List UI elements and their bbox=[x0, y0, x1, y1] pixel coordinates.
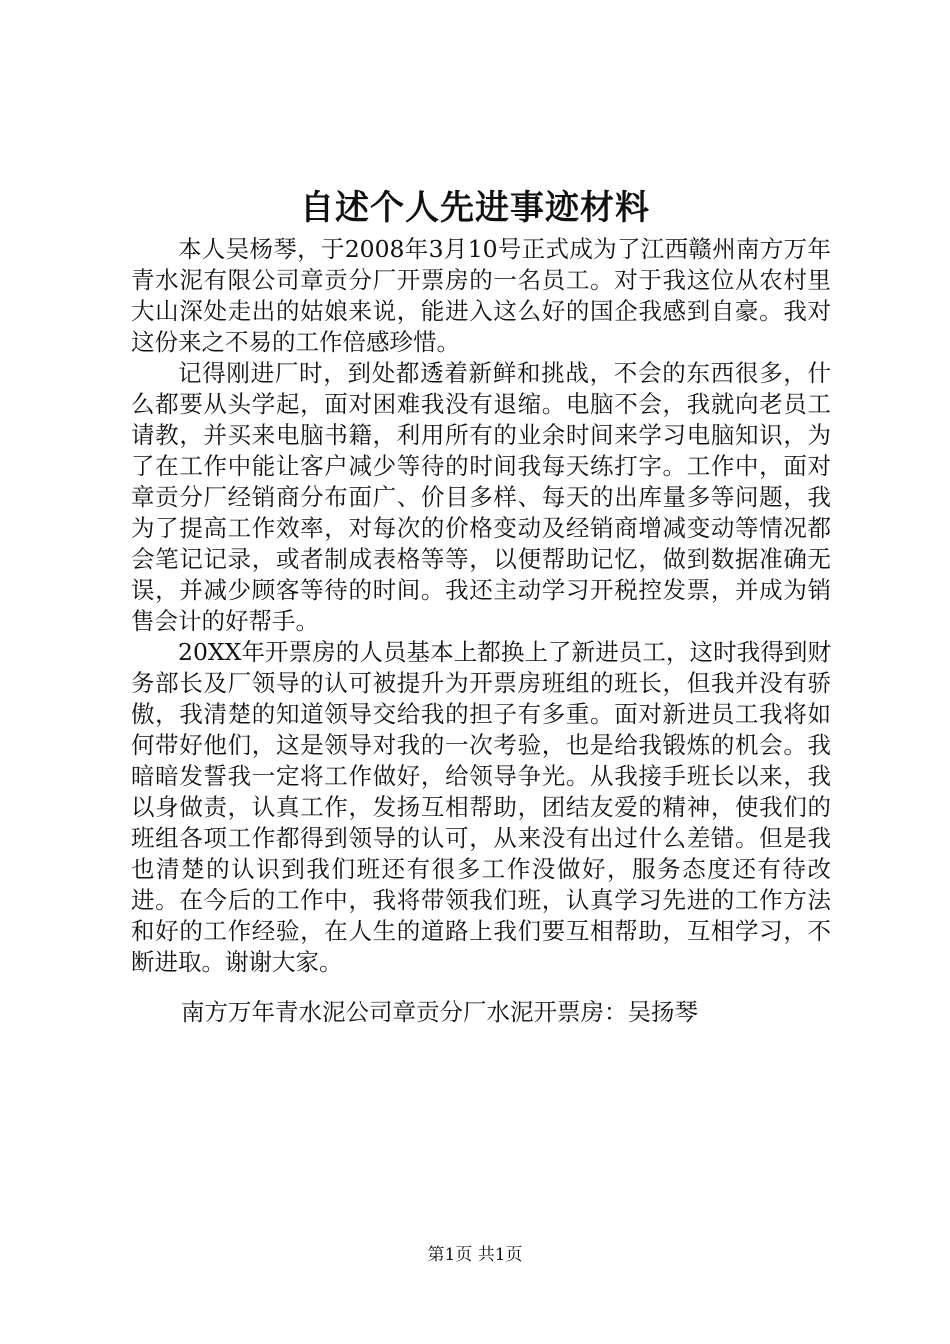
document-title: 自述个人先进事迹材料 bbox=[300, 188, 650, 228]
paragraph-early-work: 记得刚进厂时，到处都透着新鲜和挑战，不会的东西很多，什么都要从头学起，面对困难我没有退缩。电脑不会，我就向老员工请教，并买来电脑书籍，利用所有的业余时间来学习电脑知识，为了在工作中能让客户减少等待的时间我每天练打字。工作中，面对章贡分厂经销商分布面广、价目多样、每天的出库量多等问题，我为了提高工作效率，对每次的价格变动及经销商增减变动等情况都会笔记记录，或者制成表格等等，以便帮助记忆，做到数据准确无误，并减少顾客等待的时间。我还主动学习开税控发票，并成为销售会计的好帮手。 bbox=[131, 359, 831, 635]
page-footer: 第1页 共1页 bbox=[427, 1245, 523, 1265]
document-body bbox=[131, 234, 831, 978]
paragraph-intro: 本人吴杨琴，于2008年3月10号正式成为了江西赣州南方万年青水泥有限公司章贡分厂开票房的一名员工。对于我这位从农村里大山深处走出的姑娘来说，能进入这么好的国企我感到自豪。我对这份来之不易的工作倍感珍惜。 bbox=[131, 235, 831, 356]
paragraph-team-leader: 20XX年开票房的人员基本上都换上了新进员工，这时我得到财务部长及厂领导的认可被提升为开票房班组的班长，但我并没有骄傲，我清楚的知道领导交给我的担子有多重。面对新进员工我将如何带好他们，这是领导对我的一次考验，也是给我锻炼的机会。我暗暗发誓我一定将工作做好，给领导争光。从我接手班长以来，我以身做责，认真工作，发扬互相帮助，团结友爱的精神，使我们的班组各项工作都得到领导的认可，从来没有出过什么差错。但是我也清楚的认识到我们班还有很多工作没做好，服务态度还有待改进。在今后的工作中，我将带领我们班，认真学习先进的工作方法和好的工作经验，在人生的道路上我们要互相帮助，互相学习，不断进取。谢谢大家。 bbox=[131, 638, 831, 976]
document-signature: 南方万年青水泥公司章贡分厂水泥开票房：吴扬琴 bbox=[181, 998, 698, 1026]
